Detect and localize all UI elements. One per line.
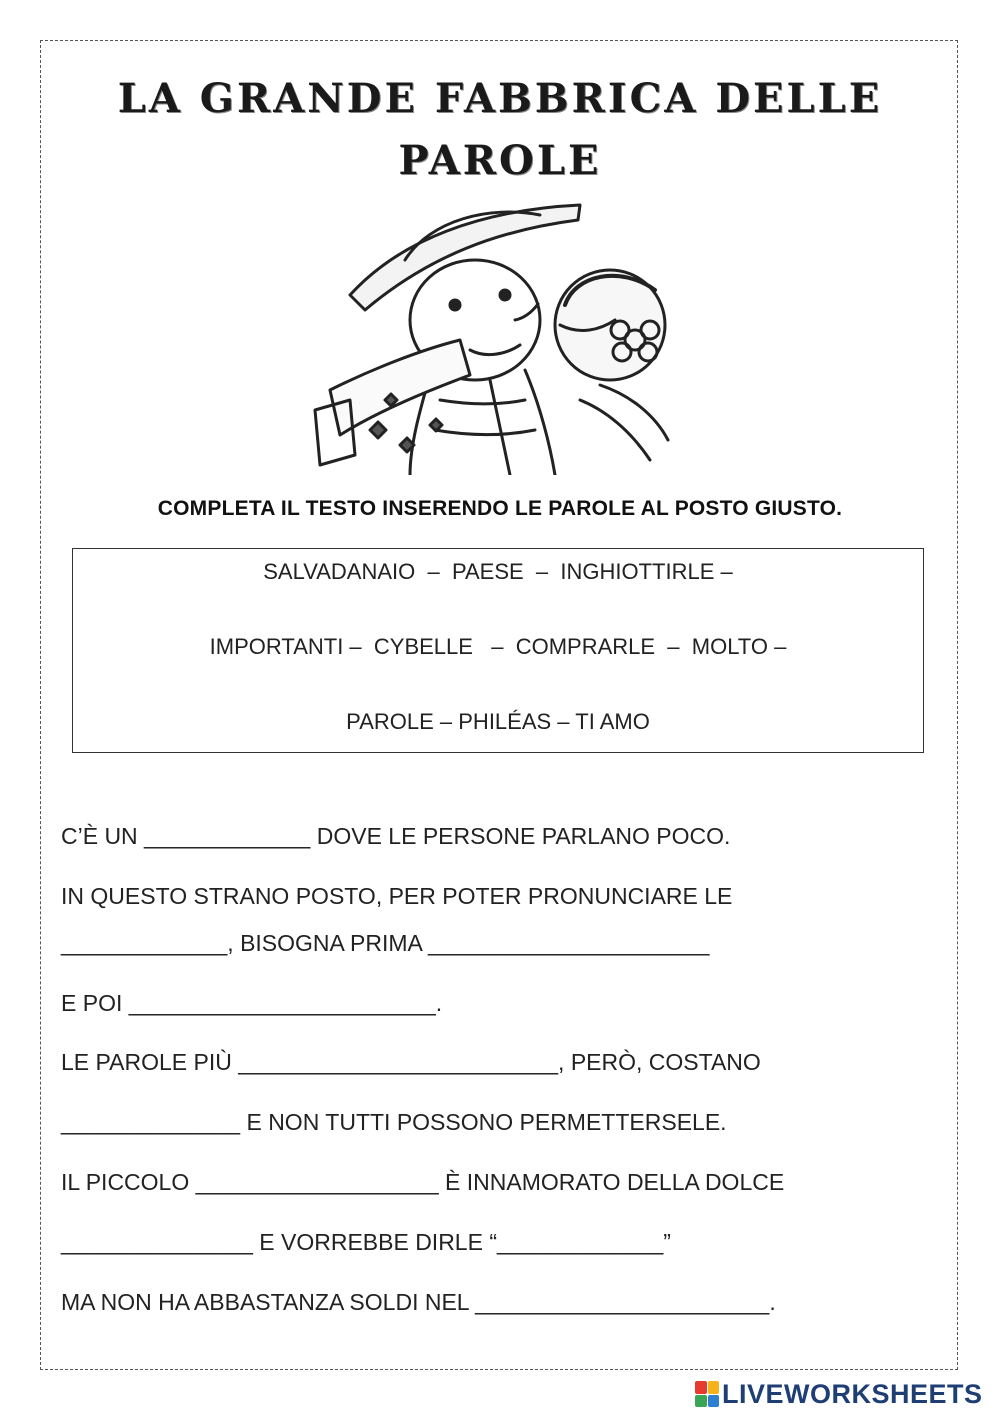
word-bank-line: PAROLE – PHILÉAS – TI AMO xyxy=(346,709,650,734)
sentence-line: IN QUESTO STRANO POSTO, PER POTER PRONUNCIARE LE xyxy=(61,883,733,909)
sentence-line: IL PICCOLO ___________________ È INNAMORATO DELLA DOLCE xyxy=(61,1169,785,1195)
title-line-1: LA GRANDE FABBRICA DELLE xyxy=(117,75,883,122)
word-bank-line: IMPORTANTI – CYBELLE – COMPRARLE – MOLTO – xyxy=(209,634,787,659)
sentence-line: LE PAROLE PIÙ _________________________, PERÒ, COSTANO xyxy=(61,1049,761,1075)
word-bank-box xyxy=(72,548,924,753)
title-line-2: PAROLE xyxy=(398,137,602,184)
sentence-line: _______________ E VORREBBE DIRLE “_____________” xyxy=(61,1229,671,1255)
sentence-line: ______________ E NON TUTTI POSSONO PERMETTERSELE. xyxy=(61,1109,727,1135)
page-title xyxy=(40,68,960,192)
brand-name: LIVEWORKSHEETS xyxy=(722,1378,983,1409)
instruction-text: COMPLETA IL TESTO INSERENDO LE PAROLE AL POSTO GIUSTO. xyxy=(157,497,843,520)
liveworksheets-logo[interactable] xyxy=(695,1378,983,1410)
sentence-line: _____________, BISOGNA PRIMA ______________________ xyxy=(61,930,710,956)
sentence-line: MA NON HA ABBASTANZA SOLDI NEL _______________________. xyxy=(61,1289,776,1315)
sentence-line: E POI ________________________. xyxy=(61,990,443,1016)
sentence-line: C’È UN _____________ DOVE LE PERSONE PARLANO POCO. xyxy=(61,823,731,849)
children-kiss-drawing-icon xyxy=(310,200,670,475)
liveworksheets-badge-icon xyxy=(695,1381,719,1407)
word-bank-line: SALVADANAIO – PAESE – INGHIOTTIRLE – xyxy=(263,559,733,584)
